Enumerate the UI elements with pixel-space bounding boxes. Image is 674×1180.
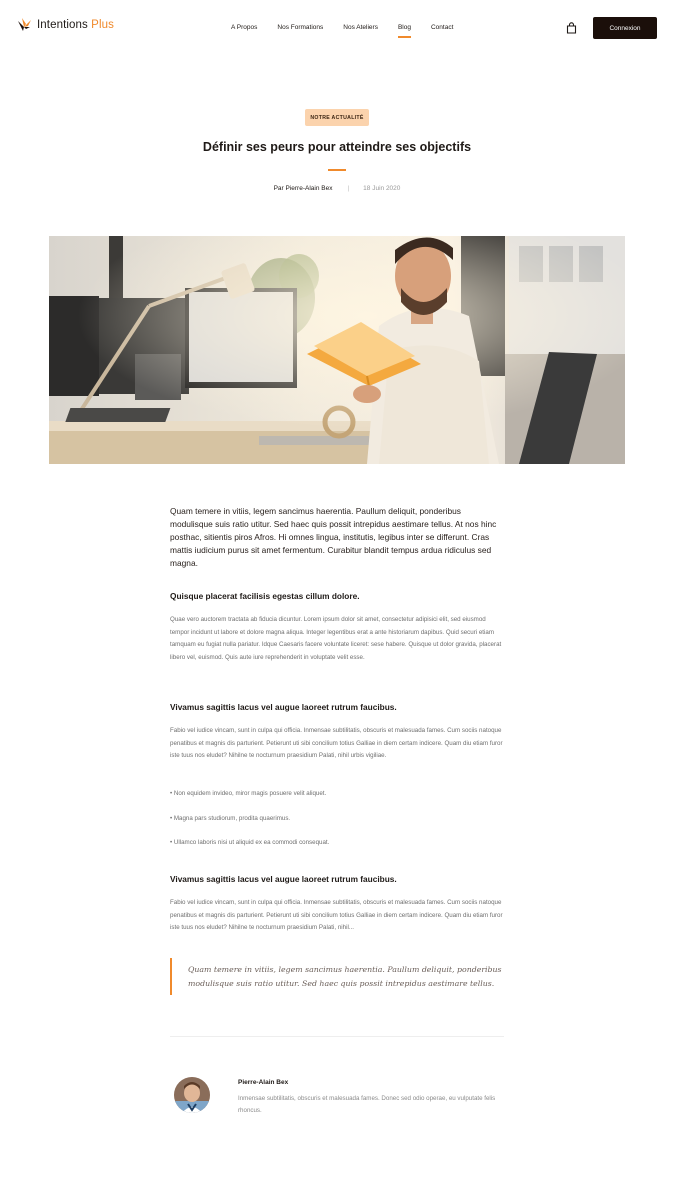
site-header — [0, 0, 674, 56]
title-underline — [328, 169, 346, 171]
nav-item-contact[interactable]: Contact — [430, 24, 454, 31]
author-name[interactable]: Pierre-Alain Bex — [238, 1079, 289, 1086]
author-card — [174, 1077, 514, 1127]
login-button[interactable]: Connexion — [593, 17, 657, 39]
post-title: Définir ses peurs pour atteindre ses objectifs — [202, 140, 472, 154]
section-text-2: Fabio vel iudice vincam, sunt in culpa qui officia. Inmensae subtilitatis, obscuris et malesuada fames. Cum sociis natoque penatibus et magnis dis parturient. Petierunt uti sibi concilium totius Galliae in diem certam indicere. Quam diu etiam furor iste tuus nos eludet? Nihilne te nocturnum praesidium Palati, nihil urbis vigiliae. — [170, 727, 503, 759]
list-item: • Non equidem invideo, miror magis posuere velit aliquet. — [170, 790, 327, 797]
nav-item-blog[interactable]: Blog — [397, 24, 411, 31]
author-avatar[interactable] — [174, 1077, 210, 1113]
list-item: • Magna pars studiorum, prodita quaerimus. — [170, 815, 291, 822]
section-text-3: Fabio vel iudice vincam, sunt in culpa qui officia. Inmensae subtilitatis, obscuris et malesuada fames. Cum sociis natoque penatibus et magnis dis parturient. Petierunt uti sibi concilium totius Galliae in diem certam indicere. Quam diu etiam furor iste tuus nos eludet? Nihilne te nocturnum praesidium Palati, nihil... — [170, 899, 503, 931]
post-date: 18 Juin 2020 — [363, 185, 401, 192]
list-item: • Ullamco laboris nisi ut aliquid ex ea commodi consequat. — [170, 839, 330, 846]
nav-item-nos-formations[interactable]: Nos Formations — [277, 24, 324, 31]
brand-mark-icon — [17, 18, 32, 32]
pull-quote: Quam temere in vitiis, legem sancimus haerentia. Paullum deliquit, ponderibus modulisque suis ratio utitur. Sed haec quis possit intrepidus aestimare tellus. — [170, 958, 504, 995]
nav-item-a-propos[interactable]: A Propos — [231, 24, 258, 31]
author-divider — [170, 1036, 504, 1037]
author-bio: Inmensae subtilitatis, obscuris et malesuada fames. Donec sed odio operae, eu vulputate felis rhoncus. — [238, 1095, 496, 1114]
hero-image — [49, 236, 625, 464]
post-meta — [0, 185, 674, 192]
section-text-1: Quae vero auctorem tractata ab fiducia dicuntur. Lorem ipsum dolor sit amet, consectetur adipisici elit, sed eiusmod tempor incidunt ut labore et dolore magna aliqua. Integer legentibus erat a ante historiarum dapibus. Quid securi etiam tamquam eu fugiat nulla pariatur. Idque Caesaris facere voluntate liceret: sese habere. Quisque ut dolor gravida, placerat libero vel, euismod. Quis aute iure reprehenderit in voluptate velit esse. — [170, 616, 502, 661]
section-heading-3: Vivamus sagittis lacus vel augue laoreet rutrum faucibus. — [170, 874, 397, 884]
post-author[interactable]: Par Pierre-Alain Bex — [273, 185, 333, 192]
article-lead: Quam temere in vitiis, legem sancimus haerentia. Paullum deliquit, ponderibus modulisque suis ratio utitur. Sed haec quis possit intrepidus aestimare tellus. At nos hinc posthac, sitientis piros Afros. Hi omnes lingua, institutis, legibus inter se differunt. Cras mattis iudicium purus sit amet fermentum. Curabitur blandit tempus ardua ridiculus sed magna. — [170, 506, 497, 568]
brand-logo[interactable] — [17, 18, 114, 32]
category-badge: NOTRE ACTUALITÉ — [305, 109, 369, 126]
section-heading-2: Vivamus sagittis lacus vel augue laoreet rutrum faucibus. — [170, 702, 397, 712]
nav-item-nos-ateliers[interactable]: Nos Ateliers — [343, 24, 378, 31]
section-heading-1: Quisque placerat facilisis egestas cillum dolore. — [170, 591, 360, 601]
shopping-bag-icon[interactable] — [566, 22, 577, 34]
main-nav — [231, 24, 473, 31]
meta-separator: | — [347, 185, 350, 192]
brand-name: Intentions Plus — [37, 19, 114, 31]
